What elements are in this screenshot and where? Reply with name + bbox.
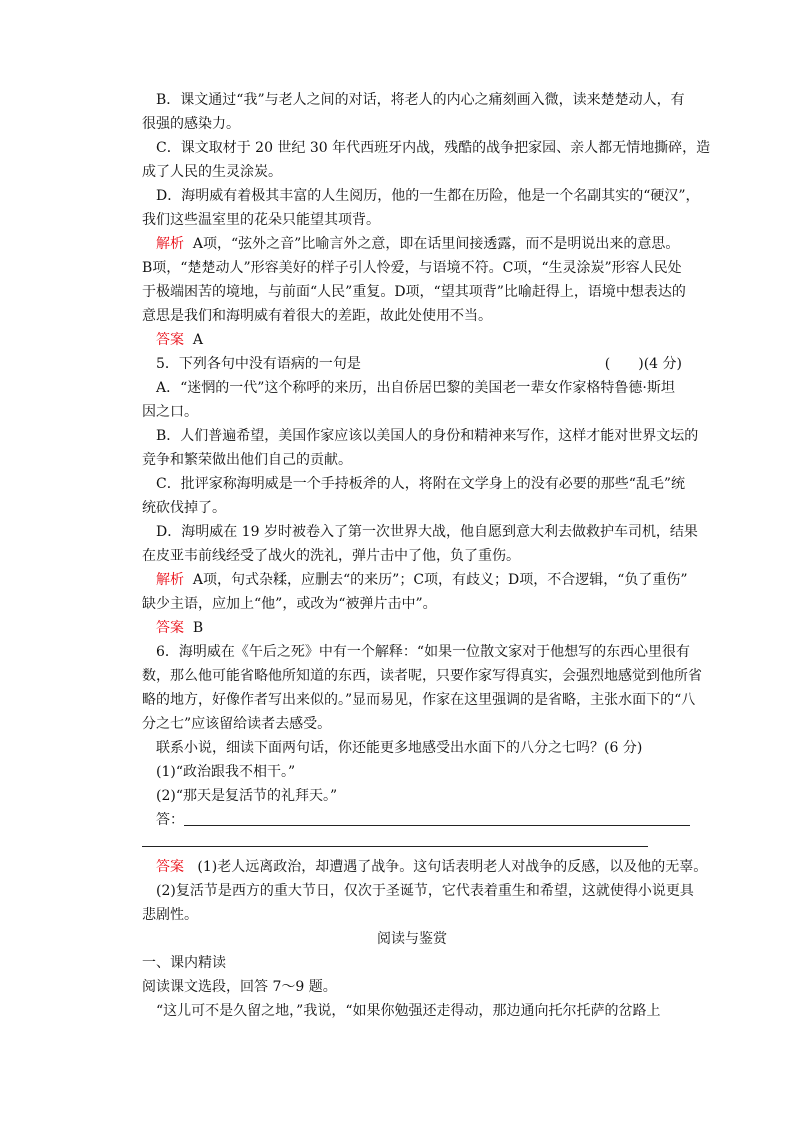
q6-prompt: 联系小说，细读下面两句话，你还能更多地感受出水面下的八分之七吗？(6 分) [156, 740, 643, 756]
answer-label: 答案 [156, 620, 184, 636]
q5-score: ( )(4 分) [604, 356, 682, 372]
q4-option-b-line1: B．课文通过“我”与老人之间的对话，将老人的内心之痛刻画入微，读来楚楚动人，有 [156, 92, 685, 108]
section-instruction: 阅读课文选段，回答 7～9 题。 [142, 979, 337, 995]
section-title: 阅读与鉴赏 [377, 931, 447, 947]
q4-analysis-line3: 于极端困苦的境地，与前面“人民”重复。D项，“望其项背”比喻赶得上，语境中想表达的 [142, 284, 686, 300]
answer-value: A [192, 332, 204, 348]
q6-stem-line4: 分之七”应该留给读者去感受。 [142, 716, 332, 732]
answer-blank-line-2[interactable] [142, 846, 648, 847]
answer-label: 答案 [156, 332, 184, 348]
analysis-label: 解析 [156, 236, 184, 252]
q5-option-a-line1: A．“迷惘的一代”这个称呼的来历，出自侨居巴黎的美国老一辈女作家格特鲁德·斯坦 [156, 380, 675, 396]
q5-option-b-line2: 竞争和繁荣做出他们自己的贡献。 [142, 452, 352, 468]
q6-answer-line2: (2)复活节是西方的重大节日，仅次于圣诞节，它代表着重生和希望，这就使得小说更具 [156, 883, 694, 899]
document-page [142, 88, 711, 1023]
q4-option-b-line2: 很强的感染力。 [142, 116, 240, 132]
analysis-label: 解析 [156, 572, 184, 588]
answer-value: B [192, 620, 204, 636]
q5-option-d-line2: 在皮亚韦前线经受了战火的洗礼，弹片击中了他，负了重伤。 [142, 548, 520, 564]
q4-option-d-line1: D．海明威有着极其丰富的人生阅历，他的一生都在历险，他是一个名副其实的“硬汉”， [156, 188, 700, 204]
q4-option-c-line2: 成了人民的生灵涂炭。 [142, 164, 282, 180]
q6-stem-line1: 6．海明威在《午后之死》中有一个解释：“如果一位散文家对于他想写的东西心里很有 [156, 644, 691, 660]
passage-line1: “这儿可不是久留之地，”我说，“如果你勉强还走得动，那边通向托尔托萨的岔路上 [156, 1003, 661, 1019]
section-subtitle: 一、课内精读 [142, 955, 226, 971]
q5-option-d-line1: D．海明威在 19 岁时被卷入了第一次世界大战，他自愿到意大利去做救护车司机，结果 [156, 524, 698, 540]
q6-sentence-1: (1)“政治跟我不相干。” [156, 764, 296, 780]
q5-option-a-line2: 因之口。 [142, 404, 198, 420]
q6-answer-input-line: 答： [142, 808, 682, 832]
q4-answer-line [142, 328, 682, 352]
q4-option-c-line1: C．课文取材于 20 世纪 30 年代西班牙内战，残酷的战争把家园、亲人都无情地撕碎，造 [156, 140, 711, 156]
q6-stem-line2: 数，那么他可能省略他所知道的东西，读者呢，只要作家写得真实，会强烈地感觉到他所省 [142, 668, 702, 684]
q6-stem-line3: 略的地方，好像作者写出来似的。”显而易见，作家在这里强调的是省略，主张水面下的“八 [142, 692, 696, 708]
q6-sentence-2: (2)“那天是复活节的礼拜天。” [156, 788, 338, 804]
q4-analysis-line4: 意思是我们和海明威有着很大的差距，故此处使用不当。 [142, 308, 492, 324]
q5-answer-line [142, 616, 682, 640]
q5-analysis-line1: 解析 A项，句式杂糅，应删去“的来历”；C项，有歧义；D项，不合逻辑，“负了重伤” [156, 572, 688, 588]
q5-stem-line: 5．下列各句中没有语病的一句是 ( )(4 分) [142, 352, 682, 376]
q6-answer-line3: 悲剧性。 [142, 907, 198, 923]
q5-analysis-line2: 缺少主语，应加上“他”，或改为“被弹片击中”。 [142, 596, 437, 612]
q6-answer-line1: 答案 (1)老人远离政治，却遭遇了战争。这句话表明老人对战争的反感，以及他的无辜。 [156, 859, 708, 875]
answer-label: 答案 [156, 859, 184, 875]
answer-blank-line[interactable] [184, 809, 690, 826]
q5-option-b-line1: B．人们普遍希望，美国作家应该以美国人的身份和精神来写作，这样才能对世界文坛的 [156, 428, 699, 444]
q4-analysis-line1: 解析 A项，“弦外之音”比喻言外之意，即在话里间接透露，而不是明说出来的意思。 [156, 236, 680, 252]
q4-option-d-line2: 我们这些温室里的花朵只能望其项背。 [142, 212, 380, 228]
q5-option-c-line2: 统砍伐掉了。 [142, 500, 226, 516]
q5-option-c-line1: C．批评家称海明威是一个手持板斧的人，将附在文学身上的没有必要的那些“乱毛”统 [156, 476, 686, 492]
q4-analysis-line2: B项，“楚楚动人”形容美好的样子引人怜爱，与语境不符。C项，“生灵涂炭”形容人民处 [142, 260, 682, 276]
